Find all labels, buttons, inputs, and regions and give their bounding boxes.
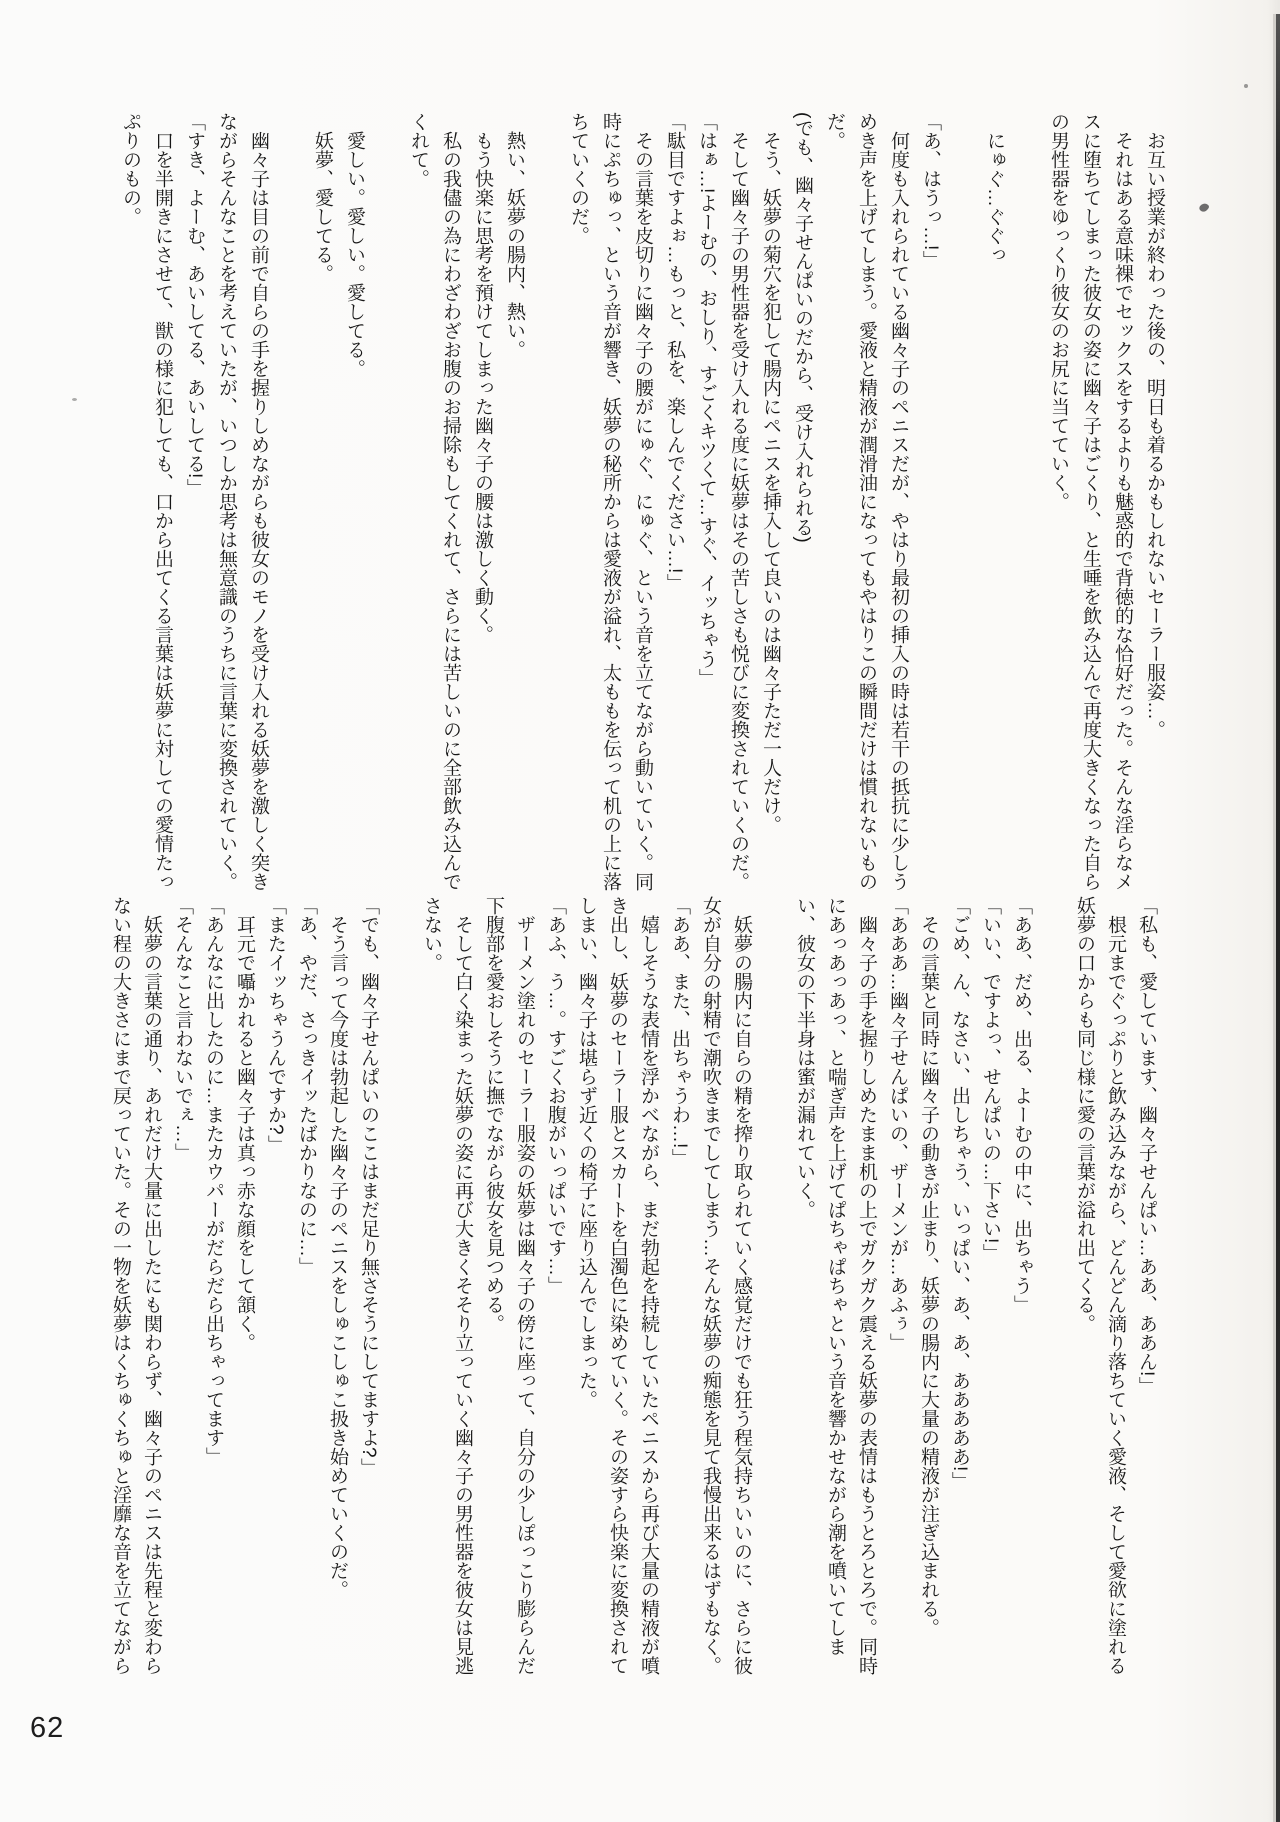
paragraph: 「あ、はうっ…!」 [920, 112, 941, 270]
paragraph: 「あんなに出したのに…またカウパーがだらだら出ちゃってます」 [203, 896, 224, 1466]
paragraph: 「あ、やだ、さっきイッたばかりなのに…」 [296, 896, 317, 1276]
paragraph: お互い授業が終わった後の、明日も着るかもしれないセーラー服姿…。 [1144, 131, 1165, 739]
paragraph: 「駄目ですよぉ…もっと、私を、楽しんでください…!」 [664, 112, 685, 593]
paragraph: 「またイッちゃうんですか?」 [265, 896, 286, 1154]
paragraph: もう快楽に思考を預けてしまった幽々子の腰は激しく動く。 [472, 131, 493, 644]
paragraph: 「いい、ですよっ、せんぱいの…下さい!」 [980, 896, 1001, 1263]
scan-speck [1198, 201, 1210, 213]
paragraph: 熱い、妖夢の腸内、熱い。 [504, 131, 525, 359]
paragraph: 「あふ、う…。すごくお腹がいっぱいです…」 [545, 896, 566, 1295]
paragraph: 「私も、愛しています、幽々子せんぱい…ああ、ああん!」 [1136, 896, 1157, 1396]
scan-speck [72, 398, 77, 401]
paragraph: 妖夢の腸内に自らの精を搾り取られていく感覚だけでも狂う程気持ちいいのに、さらに彼女が自分の射精で潮吹きまでしてしまう…そんな妖夢の痴態を見て我慢出来るはずもなく。 [700, 896, 752, 1675]
paragraph: 「そんなこと言わないでぇ…」 [172, 896, 193, 1162]
paragraph: そして白く染まった妖夢の姿に再び大きくそそり立っていく幽々子の男性器を彼女は見逃さない。 [421, 896, 473, 1675]
top-text-block [114, 112, 1170, 894]
paragraph: 私の我儘の為にわざわざお腹のお掃除もしてくれて、さらには苦しいのに全部飲み込んでくれて。 [408, 112, 461, 891]
paragraph: そう、妖夢の菊穴を犯して腸内にペニスを挿入して良いのは幽々子ただ一人だけ。 [760, 131, 781, 834]
paragraph: 「すき、よーむ、あいしてる、あいしてる!」 [184, 112, 205, 498]
paragraph: 耳元で囁かれると幽々子は真っ赤な顔をして頷く。 [234, 915, 255, 1352]
paragraph: 妖夢、愛してる。 [312, 131, 333, 283]
paragraph: それはある意味裸でセックスをするよりも魅惑的で背徳的な恰好だった。そんな淫らなメスに堕ちてしまった彼女の姿に幽々子はごくり、と生唾を飲み込んで再度大きくなった自らの男性器をゆっくり彼女のお尻に当てていく。 [1048, 112, 1133, 891]
paragraph: 「ああ、だめ、出る、よーむの中に、出ちゃう」 [1011, 896, 1032, 1314]
paragraph: 幽々子の手を握りしめたまま机の上でガクガク震える妖夢の表情はもうとろとろで。同時にあっあっあっ、と喘ぎ声を上げてぱちゃぱちゃという音を響かせながら潮を噴いてしまい、彼女の下半身は蜜が漏れていく。 [794, 896, 877, 1675]
page-number: 62 [30, 1712, 65, 1744]
scan-speck [1244, 84, 1248, 88]
scan-edge-line [1276, 14, 1280, 1822]
paragraph: 幽々子は目の前で自らの手を握りしめながらも彼女のモノを受け入れる妖夢を激しく突きながらそんなことを考えていたが、いつしか思考は無意識のうちに言葉に変換されていく。 [216, 112, 269, 891]
paragraph: 「ごめ、ん、なさい、出しちゃう、いっぱい、あ、あ、あああああ!」 [949, 896, 970, 1491]
paragraph: 愛しい。愛しい。愛してる。 [344, 131, 365, 378]
paragraph: 嬉しそうな表情を浮かべながら、まだ勃起を持続していたペニスから再び大量の精液が噴き出し、妖夢のセーラー服とスカートを白濁色に染めていく。その姿すら快楽に変換されてしまい、幽々子は堪らず近くの椅子に座り込んでしまった。 [576, 896, 659, 1675]
paragraph: 妖夢の言葉の通り、あれだけ大量に出したにも関わらず、幽々子のペニスは先程と変わらない程の大きさにまで戻っていた。その一物を妖夢はくちゅくちゅと淫靡な音を立てながら [110, 896, 162, 1675]
paragraph: その言葉と同時に幽々子の動きが止まり、妖夢の腸内に大量の精液が注ぎ込まれる。 [918, 915, 939, 1637]
paragraph: (でも、幽々子せんぱいのだから、受け入れられる) [792, 112, 813, 543]
paragraph: 根元までぐっぷりと飲み込みながら、どんどん滴り落ちていく愛液、そして愛欲に塗れる妖夢の口からも同じ様に愛の言葉が溢れ出てくる。 [1074, 896, 1126, 1675]
paragraph: 「ああ、また、出ちゃうわ…!」 [669, 896, 690, 1168]
paragraph: ザーメン塗れのセーラー服姿の妖夢は幽々子の傍に座って、自分の少しぽっこり膨らんだ下腹部を愛おしそうに撫でながら彼女を見つめる。 [483, 896, 535, 1675]
bottom-text-block [105, 896, 1162, 1678]
paragraph: 何度も入れられている幽々子のペニスだが、やはり最初の挿入の時は若干の抵抗に少しうめき声を上げてしまう。愛液と精液が潤滑油になってもやはりこの瞬間だけは慣れないものだ。 [824, 112, 909, 891]
paragraph: 「でも、幽々子せんぱいのここはまだ足り無さそうにしてますよ?」 [358, 896, 379, 1477]
paragraph: 「はぁ…!よーむの、おしり、すごくキツくて…すぐ、イッちゃう」 [696, 112, 717, 688]
paragraph: その言葉を皮切りに幽々子の腰がにゅぐ、にゅぐ、という音を立てながら動いていく。同時にぷちゅっ、という音が響き、妖夢の秘所からは愛液が溢れ、太ももを伝って机の上に落ちていくのだ。 [568, 112, 653, 891]
paragraph: にゅぐ…ぐぐっ [984, 131, 1005, 264]
paragraph: 「あああ…幽々子せんぱいの、ザーメンが…あふぅ」 [887, 896, 908, 1352]
paragraph: そして幽々子の男性器を受け入れる度に妖夢はその苦しさも悦びに変換されていくのだ。 [728, 131, 749, 891]
paragraph: 口を半開きにさせて、獣の様に犯しても、口から出てくる言葉は妖夢に対しての愛情たっぷりのもの。 [120, 112, 173, 891]
paragraph: そう言って今度は勃起した幽々子のペニスをしゅこしゅこ扱き始めていくのだ。 [327, 915, 348, 1599]
